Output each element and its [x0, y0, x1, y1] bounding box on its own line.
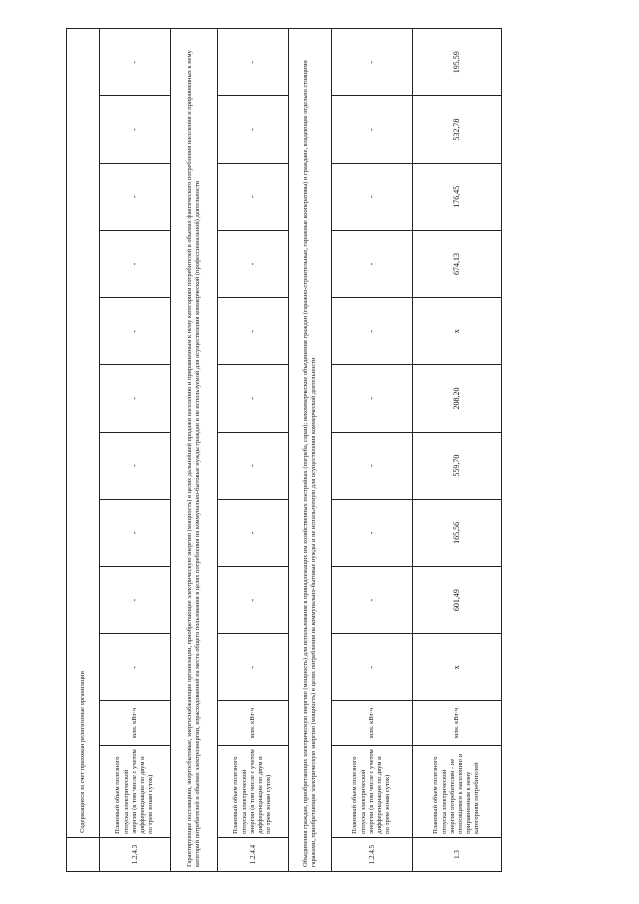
cell-value: -	[100, 432, 171, 499]
row-description: Плановый объем полезного отпуска электрической энергии потребителям - не относящимся к населению и приравненным к нему категориям потребителей	[413, 745, 502, 837]
table-row	[100, 29, 171, 872]
row-unit: млн. кВт·ч	[413, 701, 502, 745]
cell-value: -	[218, 567, 289, 634]
cell-value: -	[218, 634, 289, 701]
cell-value: -	[332, 298, 413, 365]
row-unit: млн. кВт·ч	[100, 701, 171, 745]
cell-value: -	[218, 298, 289, 365]
title-row: Содержащиеся за счет прихожан религиозные организации	[67, 29, 100, 838]
cell-value: -	[100, 567, 171, 634]
cell-value: -	[218, 29, 289, 96]
cell-value: 601,49	[413, 567, 502, 634]
cell-value: 559,70	[413, 432, 502, 499]
cell-value: -	[332, 29, 413, 96]
cell-value: -	[332, 230, 413, 297]
cell-value: -	[218, 163, 289, 230]
row-description: Плановый объем полезного отпуска электрической энергии (в том числе с учетом дифференциации по двум и по трем зонам суток)	[100, 745, 171, 837]
tariff-table	[54, 28, 502, 872]
cell-value: 674,13	[413, 230, 502, 297]
cell-value: -	[332, 432, 413, 499]
row-index: 1.2.4.4	[218, 837, 289, 871]
cell-value: -	[218, 365, 289, 432]
cell-value: 195,59	[413, 29, 502, 96]
cell-value: -	[218, 499, 289, 566]
cell-value: -	[100, 163, 171, 230]
row-description: Плановый объем полезного отпуска электрической энергии (в том числе с учетом дифференциации по двум и по трем зонам суток)	[218, 745, 289, 837]
cell-value: -	[100, 29, 171, 96]
title-row-index	[67, 837, 100, 871]
row-description: Плановый объем полезного отпуска электрической энергии (в том числе с учетом дифференциации по двум и по трем зонам суток)	[332, 745, 413, 837]
row-index: 1.2.4.5	[332, 837, 413, 871]
table-row	[332, 29, 413, 872]
cell-value: -	[100, 365, 171, 432]
cell-value: 208,20	[413, 365, 502, 432]
cell-value: -	[100, 298, 171, 365]
table-row	[218, 29, 289, 872]
cell-value: -	[332, 634, 413, 701]
row-index: 1.3	[413, 837, 502, 871]
cell-value: -	[332, 499, 413, 566]
cell-value: 165,56	[413, 499, 502, 566]
cell-value: -	[332, 567, 413, 634]
cell-value: -	[218, 96, 289, 163]
row-unit: млн. кВт·ч	[332, 701, 413, 745]
cell-value: 176,45	[413, 163, 502, 230]
row-index: 1.2.4.3	[100, 837, 171, 871]
cell-value: -	[100, 499, 171, 566]
cell-value: -	[100, 96, 171, 163]
section-header: Объединения граждан, приобретающих электрическую энергию (мощность) для использования в принадлежащих им хозяйственных постройках (погреба, сараи); некоммерческие объединения граждан (гаражно-строительные, гаражные кооперативы) и граждане, владеющие отдельно стоящими гаражами, приобретающие электрическую энергию (мощность) в целях потребления на коммунально-бытовые нужды и не используемую для осуществления коммерческой деятельности	[289, 29, 332, 872]
cell-value: -	[218, 432, 289, 499]
row-unit: млн. кВт·ч	[218, 701, 289, 745]
cell-value: x	[413, 634, 502, 701]
cell-value: -	[100, 634, 171, 701]
cell-value: -	[218, 230, 289, 297]
cell-value: -	[100, 230, 171, 297]
cell-value: -	[332, 163, 413, 230]
cell-value: -	[332, 96, 413, 163]
cell-value: 532,78	[413, 96, 502, 163]
table-row	[413, 29, 502, 872]
section-header: Гарантирующие поставщики, энергосбытовые, энергоснабжающие организации, приобретающие электрическую энергию (мощность) в целях дальнейшей продажи населению и приравненным к нему категориям потребителей в объемах фактического потребления населения и приравненных к нему категорий потребителей и объемах электроэнергии, израсходованной на места общего пользования в целях потребления на коммунально-бытовые нужды граждан и не используемой для осуществления коммерческой (профессиональной) деятельности	[171, 29, 218, 872]
cell-value: -	[332, 365, 413, 432]
cell-value: x	[413, 298, 502, 365]
top-spacer	[54, 29, 67, 872]
rotated-page	[54, 28, 578, 872]
